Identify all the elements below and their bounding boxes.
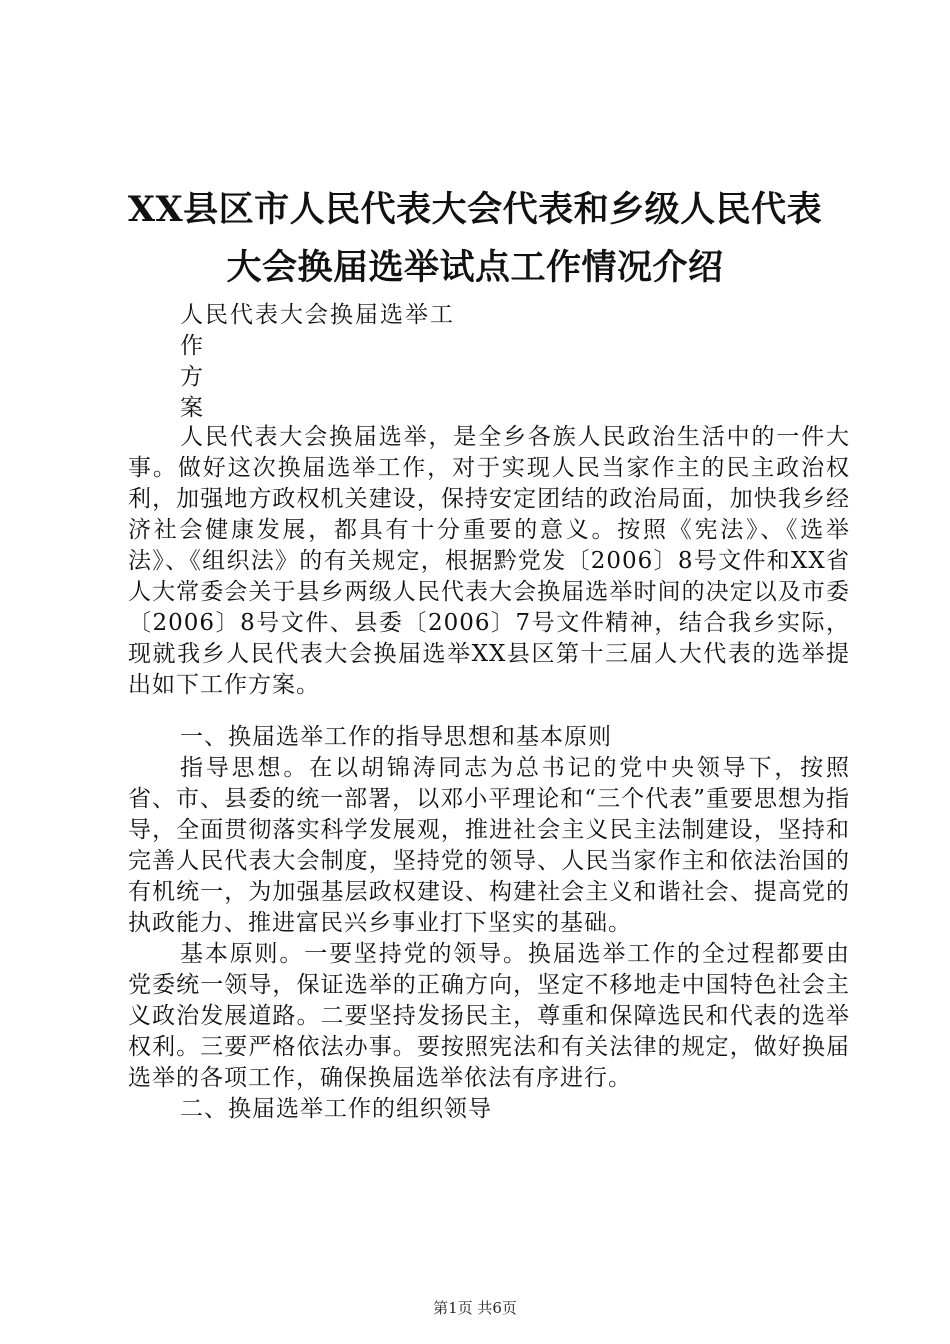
section-heading: 一、换届选举工作的指导思想和基本原则 (180, 724, 612, 750)
intro-section (128, 422, 850, 701)
intro-paragraph: 人民代表大会换届选举，是全乡各族人民政治生活中的一件大事。做好这次换届选举工作，对于实现人民当家作主的民主政治权利，加强地方政权机关建设，保持安定团结的政治局面，加快我乡经济社会健康发展，都具有十分重要的意义。按照《宪法》、《选举法》、《组织法》的有关规定，根据黔党发〔2006〕8号文件和XX省人大常委会关于县乡两级人民代表大会换届选举时间的决定以及市委〔2006〕8号文件、县委〔2006〕7号文件精神，结合我乡实际，现就我乡人民代表大会换届选举XX县区第十三届人大代表的选举提出如下工作方案。 (128, 424, 850, 698)
subtitle-line: 作 (180, 333, 205, 359)
guiding-thought-paragraph: 指导思想。在以胡锦涛同志为总书记的党中央领导下，按照省、市、县委的统一部署，以邓小平理论和“三个代表”重要思想为指导，全面贯彻落实科学发展观，推进社会主义民主法制建设，坚持和完善人民代表大会制度，坚持党的领导、人民当家作主和依法治国的有机统一，为加强基层政权建设、构建社会主义和谐社会、提高党的执政能力、推进富民兴乡事业打下坚实的基础。 (128, 755, 850, 936)
basic-principles-paragraph: 基本原则。一要坚持党的领导。换届选举工作的全过程都要由党委统一领导，保证选举的正确方向，坚定不移地走中国特色社会主义政治发展道路。二要坚持发扬民主，尊重和保障选民和代表的选举权利。三要严格依法办事。要按照宪法和有关法律的规定，做好换届选举的各项工作，确保换届选举依法有序进行。 (128, 941, 850, 1091)
document-title-line-2: 大会换届选举试点工作情况介绍 (226, 247, 724, 288)
document-subtitle (180, 300, 455, 424)
subtitle-line: 案 (180, 395, 205, 421)
main-section (128, 722, 850, 1125)
subtitle-line: 方 (180, 364, 205, 390)
section-heading: 二、换届选举工作的组织领导 (180, 1096, 492, 1122)
document-title-line-1: XX县区市人民代表大会代表和乡级人民代表 (127, 189, 823, 230)
page-number-footer: 第1页 共6页 (433, 1299, 517, 1317)
subtitle-line: 人民代表大会换届选举工 (180, 302, 455, 328)
